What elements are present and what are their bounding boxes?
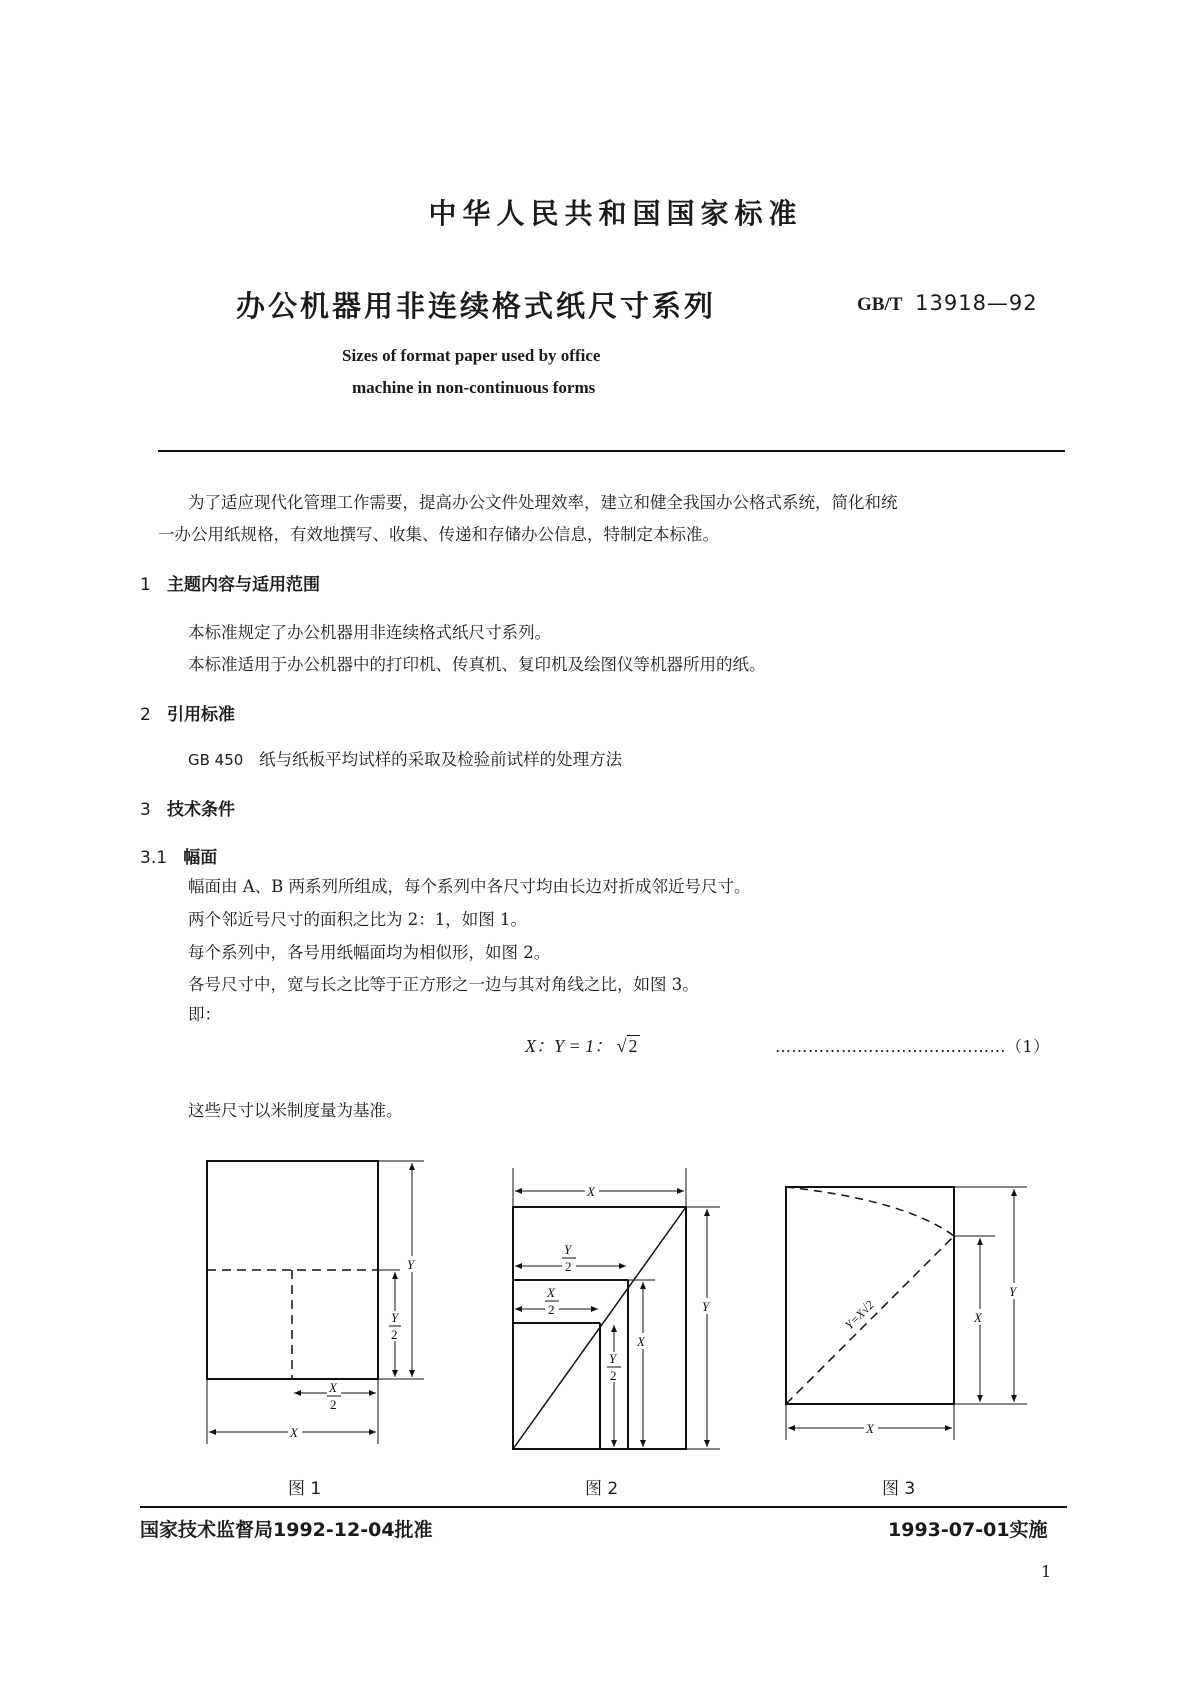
fig2-label-x2-num: X <box>547 1285 555 1300</box>
fig2-label-y2-num: Y <box>564 1242 572 1257</box>
figure-3 <box>786 1187 1027 1440</box>
figure-1 <box>207 1161 424 1444</box>
fig2-label-x-top: X <box>587 1184 595 1199</box>
section-3-1-para4: 各号尺寸中，宽与长之比等于正方形之一边与其对角线之比，如图 3。 <box>188 975 699 994</box>
section-3-1-para1: 幅面由 A、B 两系列所组成，每个系列中各尺寸均由长边对折成邻近号尺寸。 <box>188 877 751 896</box>
figure-2-caption: 图 2 <box>585 1479 619 1499</box>
fig2-label-y2b-den: 2 <box>610 1368 617 1383</box>
intro-line2: 一办公用纸规格，有效地撰写、收集、传递和存储办公信息，特制定本标准。 <box>158 525 719 544</box>
fig2-label-y: Y <box>702 1299 710 1314</box>
figure-1-caption: 图 1 <box>288 1479 322 1499</box>
section-1-para2: 本标准适用于办公机器中的打印机、传真机、复印机及绘图仪等机器所用的纸。 <box>188 655 766 674</box>
section-1-title: 主题内容与适用范围 <box>167 575 321 595</box>
fig3-label-x-bottom: X <box>866 1421 874 1436</box>
section-3-1-para3: 每个系列中，各号用纸幅面均为相似形，如图 2。 <box>188 943 551 962</box>
section-3-1-number: 3.1 <box>140 848 168 868</box>
fig1-label-y2-num: Y <box>391 1310 399 1325</box>
section-3-title: 技术条件 <box>167 800 236 820</box>
effective-date: 1993-07-01实施 <box>888 1519 1048 1541</box>
figure-2 <box>513 1168 720 1449</box>
page-number: 1 <box>1041 1562 1052 1581</box>
section-3-1-para2: 两个邻近号尺寸的面积之比为 2：1，如图 1。 <box>188 910 527 929</box>
section-3-number: 3 <box>140 800 151 820</box>
section-2-number: 2 <box>140 705 151 725</box>
figure-3-caption: 图 3 <box>882 1479 916 1499</box>
fig3-label-x-right: X <box>974 1310 982 1325</box>
fig3-label-y: Y <box>1009 1284 1017 1299</box>
fig3-square <box>786 1187 954 1404</box>
section-3-1-para6: 这些尺寸以米制度量为基准。 <box>188 1101 403 1120</box>
english-title-line1: Sizes of format paper used by office <box>342 346 601 365</box>
leader-dots: …………………………………… <box>775 1037 1006 1056</box>
formula-lhs: X：Y = 1： <box>525 1036 613 1056</box>
fig3-arc <box>786 1187 954 1236</box>
sqrt-symbol: √ <box>616 1036 627 1056</box>
fig1-label-y: Y <box>407 1257 415 1272</box>
reference-title: 纸与纸板平均试样的采取及检验前试样的处理方法 <box>259 750 623 769</box>
fig3-label-diag: Y=X√2 <box>842 1297 877 1333</box>
standard-code: 13918—92 <box>915 291 1038 315</box>
section-3-1-para5: 即： <box>188 1005 221 1024</box>
section-2-title: 引用标准 <box>167 705 236 725</box>
document-title: 办公机器用非连续格式纸尺寸系列 <box>236 289 717 323</box>
section-1-number: 1 <box>140 575 151 595</box>
figure-labels <box>288 1183 1021 1440</box>
section-1-para1: 本标准规定了办公机器用非连续格式纸尺寸系列。 <box>188 623 551 642</box>
equation-number: （1） <box>1006 1037 1050 1056</box>
intro-line1: 为了适应现代化管理工作需要，提高办公文件处理效率，建立和健全我国办公格式系统，简化和统 <box>188 493 898 512</box>
fig2-label-y2b-num: Y <box>609 1351 617 1366</box>
section-3-1-title: 幅面 <box>183 848 218 868</box>
fig1-label-y2-den: 2 <box>391 1327 398 1342</box>
standard-header: 中华人民共和国国家标准 <box>428 197 803 230</box>
footer-divider <box>140 1506 1067 1508</box>
fig2-label-x2-den: 2 <box>548 1302 555 1317</box>
fig2-label-x-mid: X <box>637 1334 645 1349</box>
reference-code: GB 450 <box>188 751 244 769</box>
fig1-label-x: X <box>290 1425 298 1440</box>
formula-radicand: 2 <box>628 1036 638 1056</box>
fig2-label-y2-den: 2 <box>565 1259 572 1274</box>
standard-prefix: GB/T <box>857 294 903 315</box>
approval-note: 国家技术监督局1992-12-04批准 <box>140 1519 433 1541</box>
fig3-diagonal <box>786 1236 954 1404</box>
english-title-line2: machine in non-continuous forms <box>352 378 596 397</box>
fig1-label-x2-den: 2 <box>330 1397 337 1412</box>
fig1-label-x2-num: X <box>329 1380 337 1395</box>
